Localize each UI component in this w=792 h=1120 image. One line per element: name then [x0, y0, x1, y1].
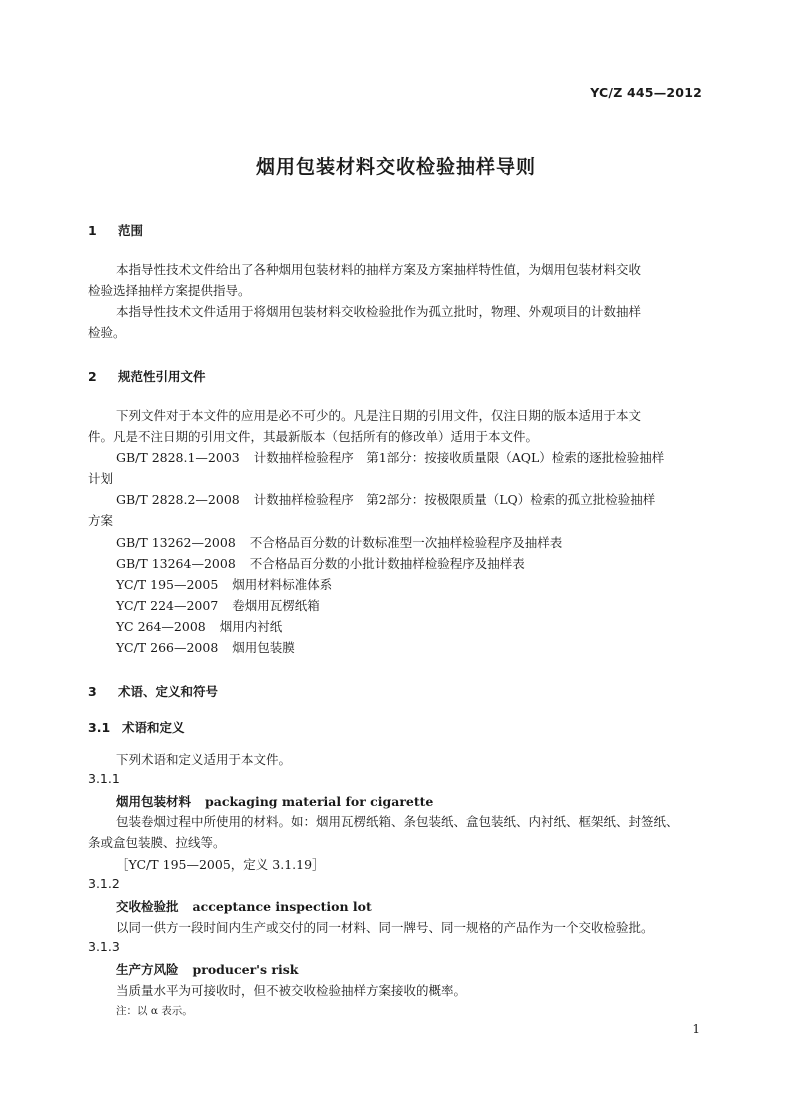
reference-item: [116, 554, 525, 572]
reference-item: [116, 638, 295, 656]
term-zh: 交收检验批: [116, 899, 179, 914]
paragraph-text: 检验。: [88, 325, 126, 340]
reference-title: 烟用包装膜: [232, 640, 295, 655]
section-title: 规范性引用文件: [118, 369, 206, 384]
document-title: 烟用包装材料交收检验抽样导则: [255, 156, 536, 178]
reference-code: GB/T 13264—2008: [116, 556, 236, 571]
section-1-paragraph-1: [88, 259, 704, 301]
term-source: ［YC/T 195—2005，定义 3.1.19］: [116, 857, 325, 872]
term-number: 3.1.1: [88, 771, 120, 786]
section-number: 3: [88, 684, 97, 699]
definition-text: 条或盒包装膜、拉线等。: [88, 835, 226, 850]
term-en: packaging material for cigarette: [205, 794, 434, 809]
reference-title: 计数抽样检验程序 第2部分：按极限质量（LQ）检索的孤立批检验抽样: [253, 492, 656, 507]
term-definition: 当质量水平为可接收时，但不被交收检验抽样方案接收的概率。: [116, 983, 467, 998]
subsection-3-1-heading: [88, 718, 185, 736]
reference-item: [88, 447, 704, 489]
paragraph-text: 件。凡是不注日期的引用文件，其最新版本（包括所有的修改单）适用于本文件。: [88, 429, 539, 444]
reference-code: YC/T 224—2007: [116, 598, 219, 613]
reference-code: YC/T 195—2005: [116, 577, 219, 592]
reference-code: YC/T 266—2008: [116, 640, 219, 655]
section-3-heading: [88, 682, 218, 700]
section-2-intro: [88, 405, 704, 447]
subsection-intro: 下列术语和定义适用于本文件。: [116, 752, 292, 767]
reference-item: [88, 489, 704, 531]
paragraph-text: 检验选择抽样方案提供指导。: [88, 283, 251, 298]
reference-code: GB/T 2828.1—2003: [116, 450, 240, 465]
standard-code: YC/Z 445—2012: [590, 85, 702, 100]
term-number: 3.1.3: [88, 939, 120, 954]
term-en: producer's risk: [192, 962, 299, 977]
reference-item: [116, 617, 282, 635]
reference-title-cont: 方案: [88, 513, 114, 528]
section-2-heading: [88, 367, 206, 385]
section-number: 1: [88, 223, 97, 238]
term-note: 注：以 α 表示。: [116, 1005, 193, 1017]
section-title: 范围: [118, 223, 144, 238]
definition-text: 包装卷烟过程中所使用的材料。如：烟用瓦楞纸箱、条包装纸、盒包装纸、内衬纸、框架纸、封签纸、: [116, 814, 679, 829]
paragraph-text: 本指导性技术文件适用于将烟用包装材料交收检验批作为孤立批时，物理、外观项目的计数抽样: [116, 304, 642, 319]
term-definition: [88, 811, 704, 853]
term-entry: [116, 792, 433, 810]
term-zh: 生产方风险: [116, 962, 179, 977]
paragraph-text: 下列文件对于本文件的应用是必不可少的。凡是注日期的引用文件，仅注日期的版本适用于本文: [116, 408, 642, 423]
term-zh: 烟用包装材料: [116, 794, 192, 809]
term-en: acceptance inspection lot: [192, 899, 372, 914]
term-entry: [116, 960, 298, 978]
subsection-title: 术语和定义: [122, 720, 185, 735]
reference-code: GB/T 2828.2—2008: [116, 492, 240, 507]
section-1-heading: [88, 221, 143, 239]
section-title: 术语、定义和符号: [118, 684, 219, 699]
reference-title-cont: 计划: [88, 471, 114, 486]
section-1-paragraph-2: [88, 301, 704, 343]
term-entry: [116, 897, 372, 915]
section-number: 2: [88, 369, 97, 384]
reference-title: 烟用材料标准体系: [232, 577, 333, 592]
reference-item: [116, 596, 320, 614]
page-number: 1: [692, 1022, 700, 1036]
reference-title: 不合格品百分数的小批计数抽样检验程序及抽样表: [249, 556, 525, 571]
term-number: 3.1.2: [88, 876, 120, 891]
reference-item: [116, 533, 562, 551]
reference-title: 不合格品百分数的计数标准型一次抽样检验程序及抽样表: [249, 535, 563, 550]
reference-item: [116, 575, 332, 593]
paragraph-text: 本指导性技术文件给出了各种烟用包装材料的抽样方案及方案抽样特性值，为烟用包装材料交收: [116, 262, 642, 277]
term-definition: 以同一供方一段时间内生产或交付的同一材料、同一牌号、同一规格的产品作为一个交收检验批。: [116, 920, 654, 935]
reference-title: 烟用内衬纸: [219, 619, 283, 634]
reference-code: GB/T 13262—2008: [116, 535, 236, 550]
reference-code: YC 264—2008: [116, 619, 206, 634]
reference-title: 卷烟用瓦楞纸箱: [232, 598, 320, 613]
reference-title: 计数抽样检验程序 第1部分：按接收质量限（AQL）检索的逐批检验抽样: [253, 450, 665, 465]
subsection-number: 3.1: [88, 720, 111, 735]
